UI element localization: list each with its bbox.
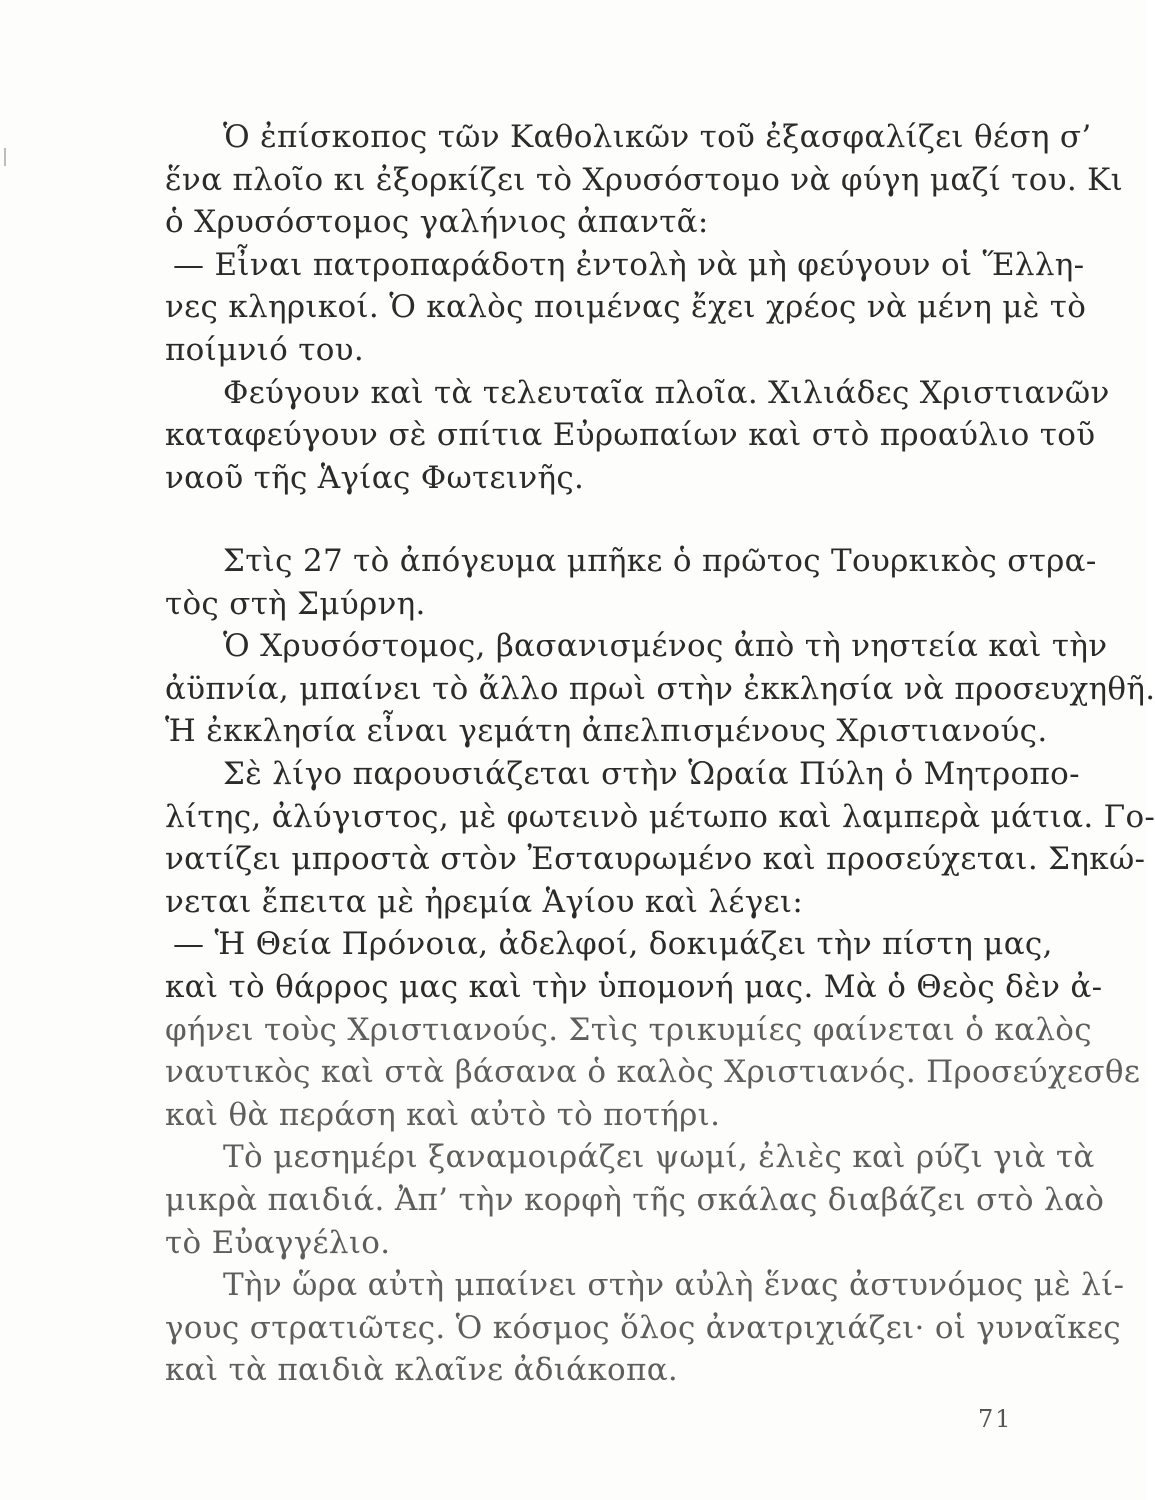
text-line: νες κληρικοί. Ὁ καλὸς ποιμένας ἔχει χρέος νὰ μένη μὲ τὸ [165, 289, 1087, 326]
text-block-1 [165, 116, 1124, 499]
text-line: καὶ θὰ περάση καὶ αὐτὸ τὸ ποτήρι. [165, 1096, 721, 1133]
text-line: Τὴν ὥρα αὐτὴ μπαίνει στὴν αὐλὴ ἕνας ἀστυνόμος μὲ λί- [223, 1267, 1125, 1304]
text-line: Στὶς 27 τὸ ἀπόγευμα μπῆκε ὁ πρῶτος Τουρκικὸς στρα- [223, 543, 1097, 579]
page-number: 71 [978, 1405, 1013, 1433]
margin-mark [4, 148, 6, 166]
text-line: καὶ τὸ θάρρος μας καὶ τὴν ὑπομονή μας. Μὰ ὁ Θεὸς δὲν ἀ- [165, 968, 1103, 1005]
text-line: ἕνα πλοῖο κι ἐξορκίζει τὸ Χρυσόστομο νὰ φύγη μαζί του. Κι [165, 161, 1124, 198]
text-line: Ὁ ἐπίσκοπος τῶν Καθολικῶν τοῦ ἐξασφαλίζει θέση σ’ [223, 119, 1092, 155]
text-line: ποίμνιό του. [165, 331, 364, 368]
text-line: γους στρατιῶτες. Ὁ κόσμος ὅλος ἀνατριχιάζει· οἱ γυναῖκες [165, 1309, 1121, 1346]
text-line: ὁ Χρυσόστομος γαλήνιος ἀπαντᾶ: [165, 204, 709, 241]
text-line: ναυτικὸς καὶ στὰ βάσανα ὁ καλὸς Χριστιανός. Προσεύχεσθε [165, 1054, 1141, 1091]
text-line: Ὁ Χρυσόστομος, βασανισμένος ἀπὸ τὴ νηστεία καὶ τὴν [223, 628, 1108, 665]
text-line: φήνει τοὺς Χριστιανούς. Στὶς τρικυμίες φαίνεται ὁ καλὸς [165, 1011, 1092, 1048]
text-line: νεται ἔπειτα μὲ ἠρεμία Ἁγίου καὶ λέγει: [165, 883, 804, 920]
text-line: μικρὰ παιδιά. Ἀπ’ τὴν κορφὴ τῆς σκάλας διαβάζει στὸ λαὸ [165, 1181, 1105, 1218]
text-line: Ἡ ἐκκλησία εἶναι γεμάτη ἀπελπισμένους Χριστιανούς. [165, 713, 1048, 750]
text-line: τὸ Εὐαγγέλιο. [165, 1224, 391, 1261]
text-line: — Ἡ Θεία Πρόνοια, ἀδελφοί, δοκιμάζει τὴν πίστη μας, [173, 926, 1053, 963]
text-line: Φεύγουν καὶ τὰ τελευταῖα πλοῖα. Χιλιάδες Χριστιανῶν [223, 374, 1110, 411]
text-line: — Εἶναι πατροπαράδοτη ἐντολὴ νὰ μὴ φεύγουν οἱ Ἕλλη- [173, 246, 1085, 283]
text-line: τὸς στὴ Σμύρνη. [165, 585, 426, 622]
text-line: καταφεύγουν σὲ σπίτια Εὐρωπαίων καὶ στὸ προαύλιο τοῦ [165, 417, 1096, 454]
text-line: Σὲ λίγο παρουσιάζεται στὴν Ὡραία Πύλη ὁ Μητροπο- [223, 755, 1080, 792]
text-line: νατίζει μπροστὰ στὸν Ἐσταυρωμένο καὶ προσεύχεται. Σηκώ- [165, 841, 1146, 878]
text-line: λίτης, ἀλύγιστος, μὲ φωτεινὸ μέτωπο καὶ λαμπερὰ μάτια. Γο- [165, 798, 1155, 835]
text-line: ἀϋπνία, μπαίνει τὸ ἄλλο πρωὶ στὴν ἐκκλησία νὰ προσευχηθῆ. [165, 670, 1155, 707]
text-line: ναοῦ τῆς Ἁγίας Φωτεινῆς. [165, 459, 585, 496]
text-block-2 [165, 540, 1155, 1392]
text-line: καὶ τὰ παιδιὰ κλαῖνε ἀδιάκοπα. [165, 1352, 679, 1389]
text-line: Τὸ μεσημέρι ξαναμοιράζει ψωμί, ἐλιὲς καὶ ρύζι γιὰ τὰ [223, 1139, 1095, 1176]
